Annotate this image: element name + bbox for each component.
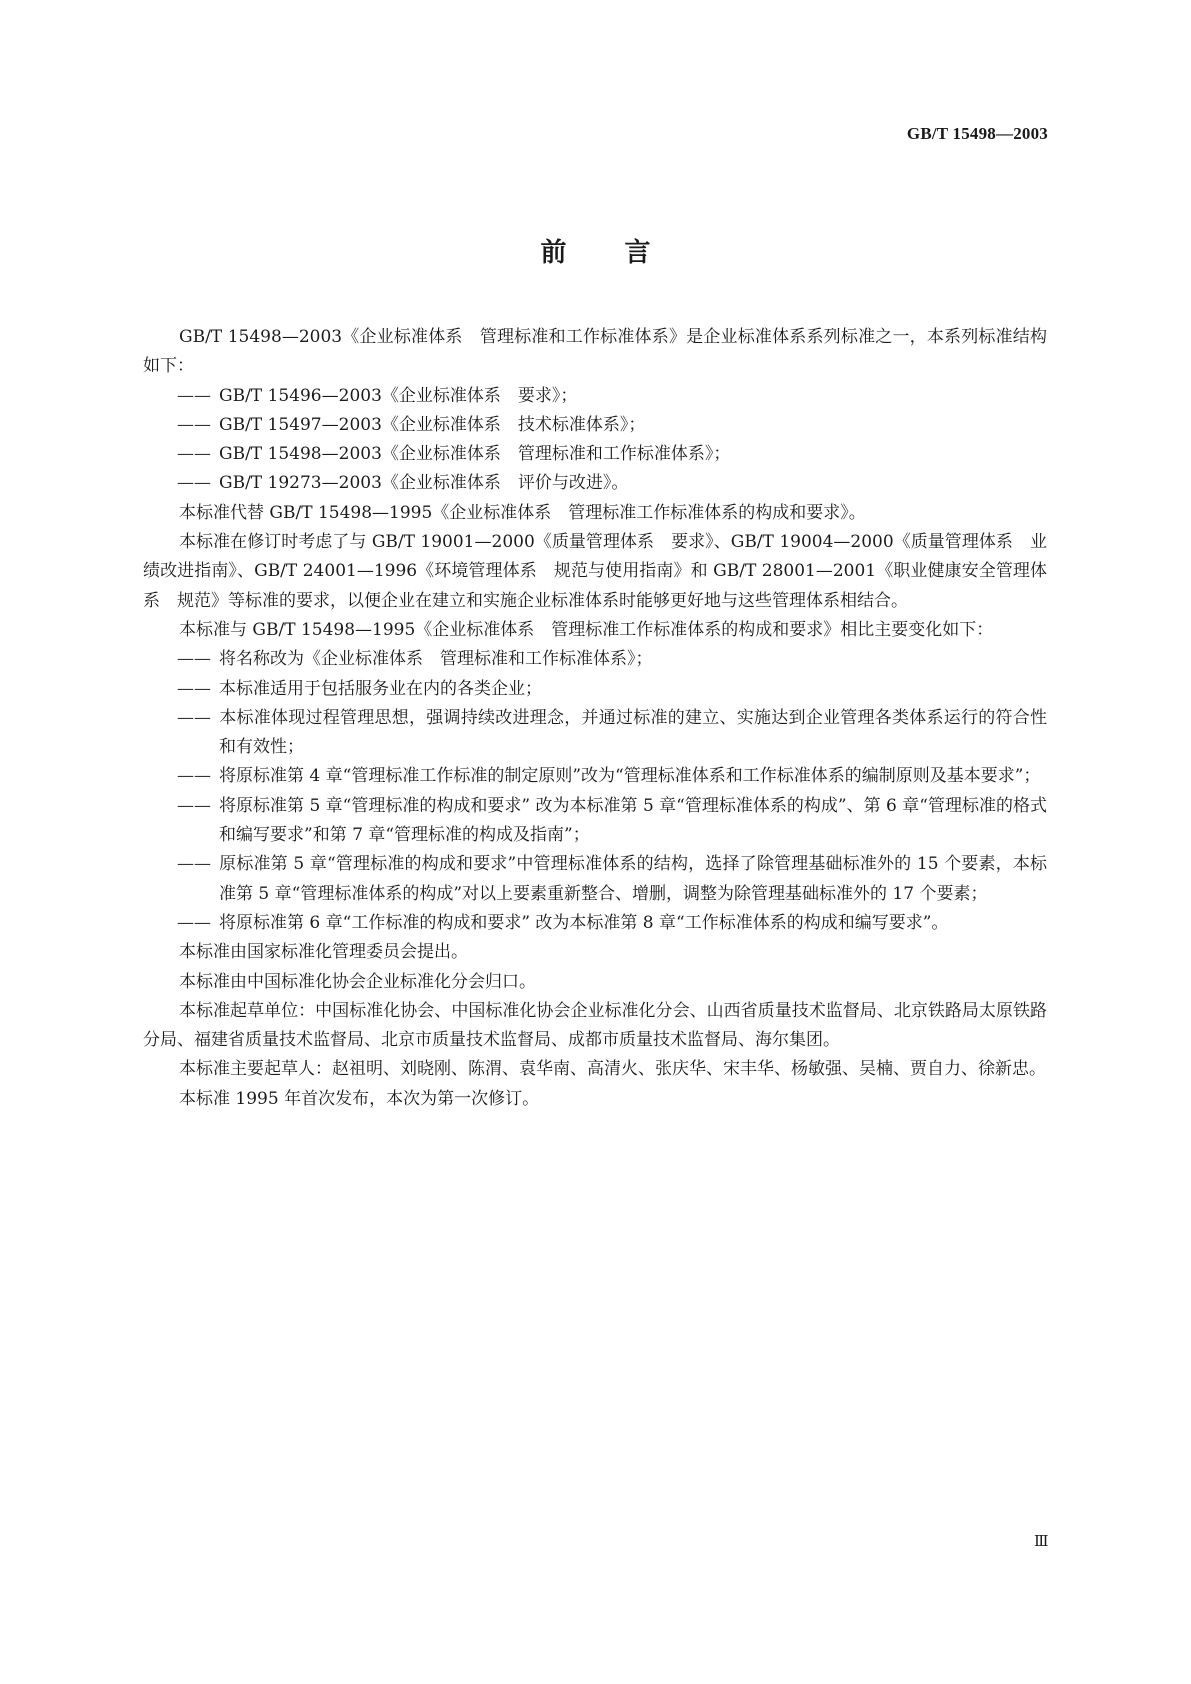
page-title — [0, 232, 1191, 269]
paragraph-revision-considerations: 本标准在修订时考虑了与 GB/T 19001—2000《质量管理体系 要求》、GB/T 19004—2000《质量管理体系 业绩改进指南》、GB/T 24001—1996《环境管理体系 规范与使用指南》和 GB/T 28001—2001《职业健康安全管理体系 规范》等标准的要求，以便企业在建立和实施企业标准体系时能够更好地与这些管理体系相结合。 — [143, 532, 1047, 611]
list-item-change: —— 将原标准第 6 章“工作标准的构成和要求” 改为本标准第 8 章“工作标准体系的构成和编写要求”。 — [143, 909, 1047, 938]
dash-bullet: —— — [177, 414, 211, 435]
list-item-series: —— GB/T 15498—2003《企业标准体系 管理标准和工作标准体系》； — [143, 440, 1047, 469]
paragraph-drafters: 本标准主要起草人：赵祖明、刘晓刚、陈渭、袁华南、高清火、张庆华、宋丰华、杨敏强、吴楠、贾自力、徐新忠。 — [179, 1059, 1046, 1080]
paragraph-replaces: 本标准代替 GB/T 15498—1995《企业标准体系 管理标准工作标准体系的构成和要求》。 — [179, 502, 866, 523]
paragraph-history: 本标准 1995 年首次发布，本次为第一次修订。 — [179, 1088, 540, 1109]
dash-bullet: —— — [177, 795, 211, 816]
list-item-series: —— GB/T 15497—2003《企业标准体系 技术标准体系》； — [143, 411, 1047, 440]
dash-bullet: —— — [177, 385, 211, 406]
list-item-change: —— 将原标准第 4 章“管理标准工作标准的制定原则”改为“管理标准体系和工作标准体系的编制原则及基本要求”； — [143, 762, 1047, 791]
title-char-1: 前 — [540, 238, 567, 268]
list-item-change: —— 本标准适用于包括服务业在内的各类企业； — [143, 675, 1047, 704]
paragraph-proposed-by: 本标准由国家标准化管理委员会提出。 — [179, 942, 468, 963]
standard-code-header: GB/T 15498—2003 — [906, 124, 1048, 143]
title-char-2: 言 — [624, 238, 651, 268]
page-number: Ⅲ — [1034, 1534, 1049, 1550]
dash-bullet: —— — [177, 473, 211, 494]
list-item-change: —— 本标准体现过程管理思想，强调持续改进理念，并通过标准的建立、实施达到企业管理各类体系运行的符合性和有效性； — [143, 704, 1047, 763]
dash-bullet: —— — [177, 649, 211, 670]
dash-bullet: —— — [177, 912, 211, 933]
paragraph-intro: GB/T 15498—2003《企业标准体系 管理标准和工作标准体系》是企业标准体系系列标准之一，本系列标准结构如下： — [143, 327, 1047, 377]
list-item-change: —— 原标准第 5 章“管理标准的构成和要求”中管理标准体系的结构，选择了除管理基础标准外的 15 个要素，本标准第 5 章“管理标准体系的构成”对以上要素重新整合、增删，调整为除管理基础标准外的 17 个要素； — [143, 850, 1047, 909]
list-item-series: —— GB/T 19273—2003《企业标准体系 评价与改进》。 — [143, 469, 1047, 498]
paragraph-centralized-by: 本标准由中国标准化协会企业标准化分会归口。 — [179, 971, 536, 992]
paragraph-main-changes: 本标准与 GB/T 15498—1995《企业标准体系 管理标准工作标准体系的构成和要求》相比主要变化如下： — [179, 619, 994, 640]
list-item-change: —— 将名称改为《企业标准体系 管理标准和工作标准体系》； — [143, 645, 1047, 674]
paragraph-drafting-units: 本标准起草单位：中国标准化协会、中国标准化协会企业标准化分会、山西省质量技术监督局、北京铁路局太原铁路分局、福建省质量技术监督局、北京市质量技术监督局、成都市质量技术监督局、海尔集团。 — [143, 1000, 1047, 1051]
dash-bullet: —— — [177, 707, 211, 728]
dash-bullet: —— — [177, 766, 211, 787]
list-item-change: —— 将原标准第 5 章“管理标准的构成和要求” 改为本标准第 5 章“管理标准体系的构成”、第 6 章“管理标准的格式和编写要求”和第 7 章“管理标准的构成及指南”； — [143, 792, 1047, 851]
dash-bullet: —— — [177, 678, 211, 699]
dash-bullet: —— — [177, 444, 211, 465]
list-item-series: —— GB/T 15496—2003《企业标准体系 要求》； — [143, 382, 1047, 411]
foreword-body — [143, 323, 1047, 1114]
dash-bullet: —— — [177, 854, 211, 875]
